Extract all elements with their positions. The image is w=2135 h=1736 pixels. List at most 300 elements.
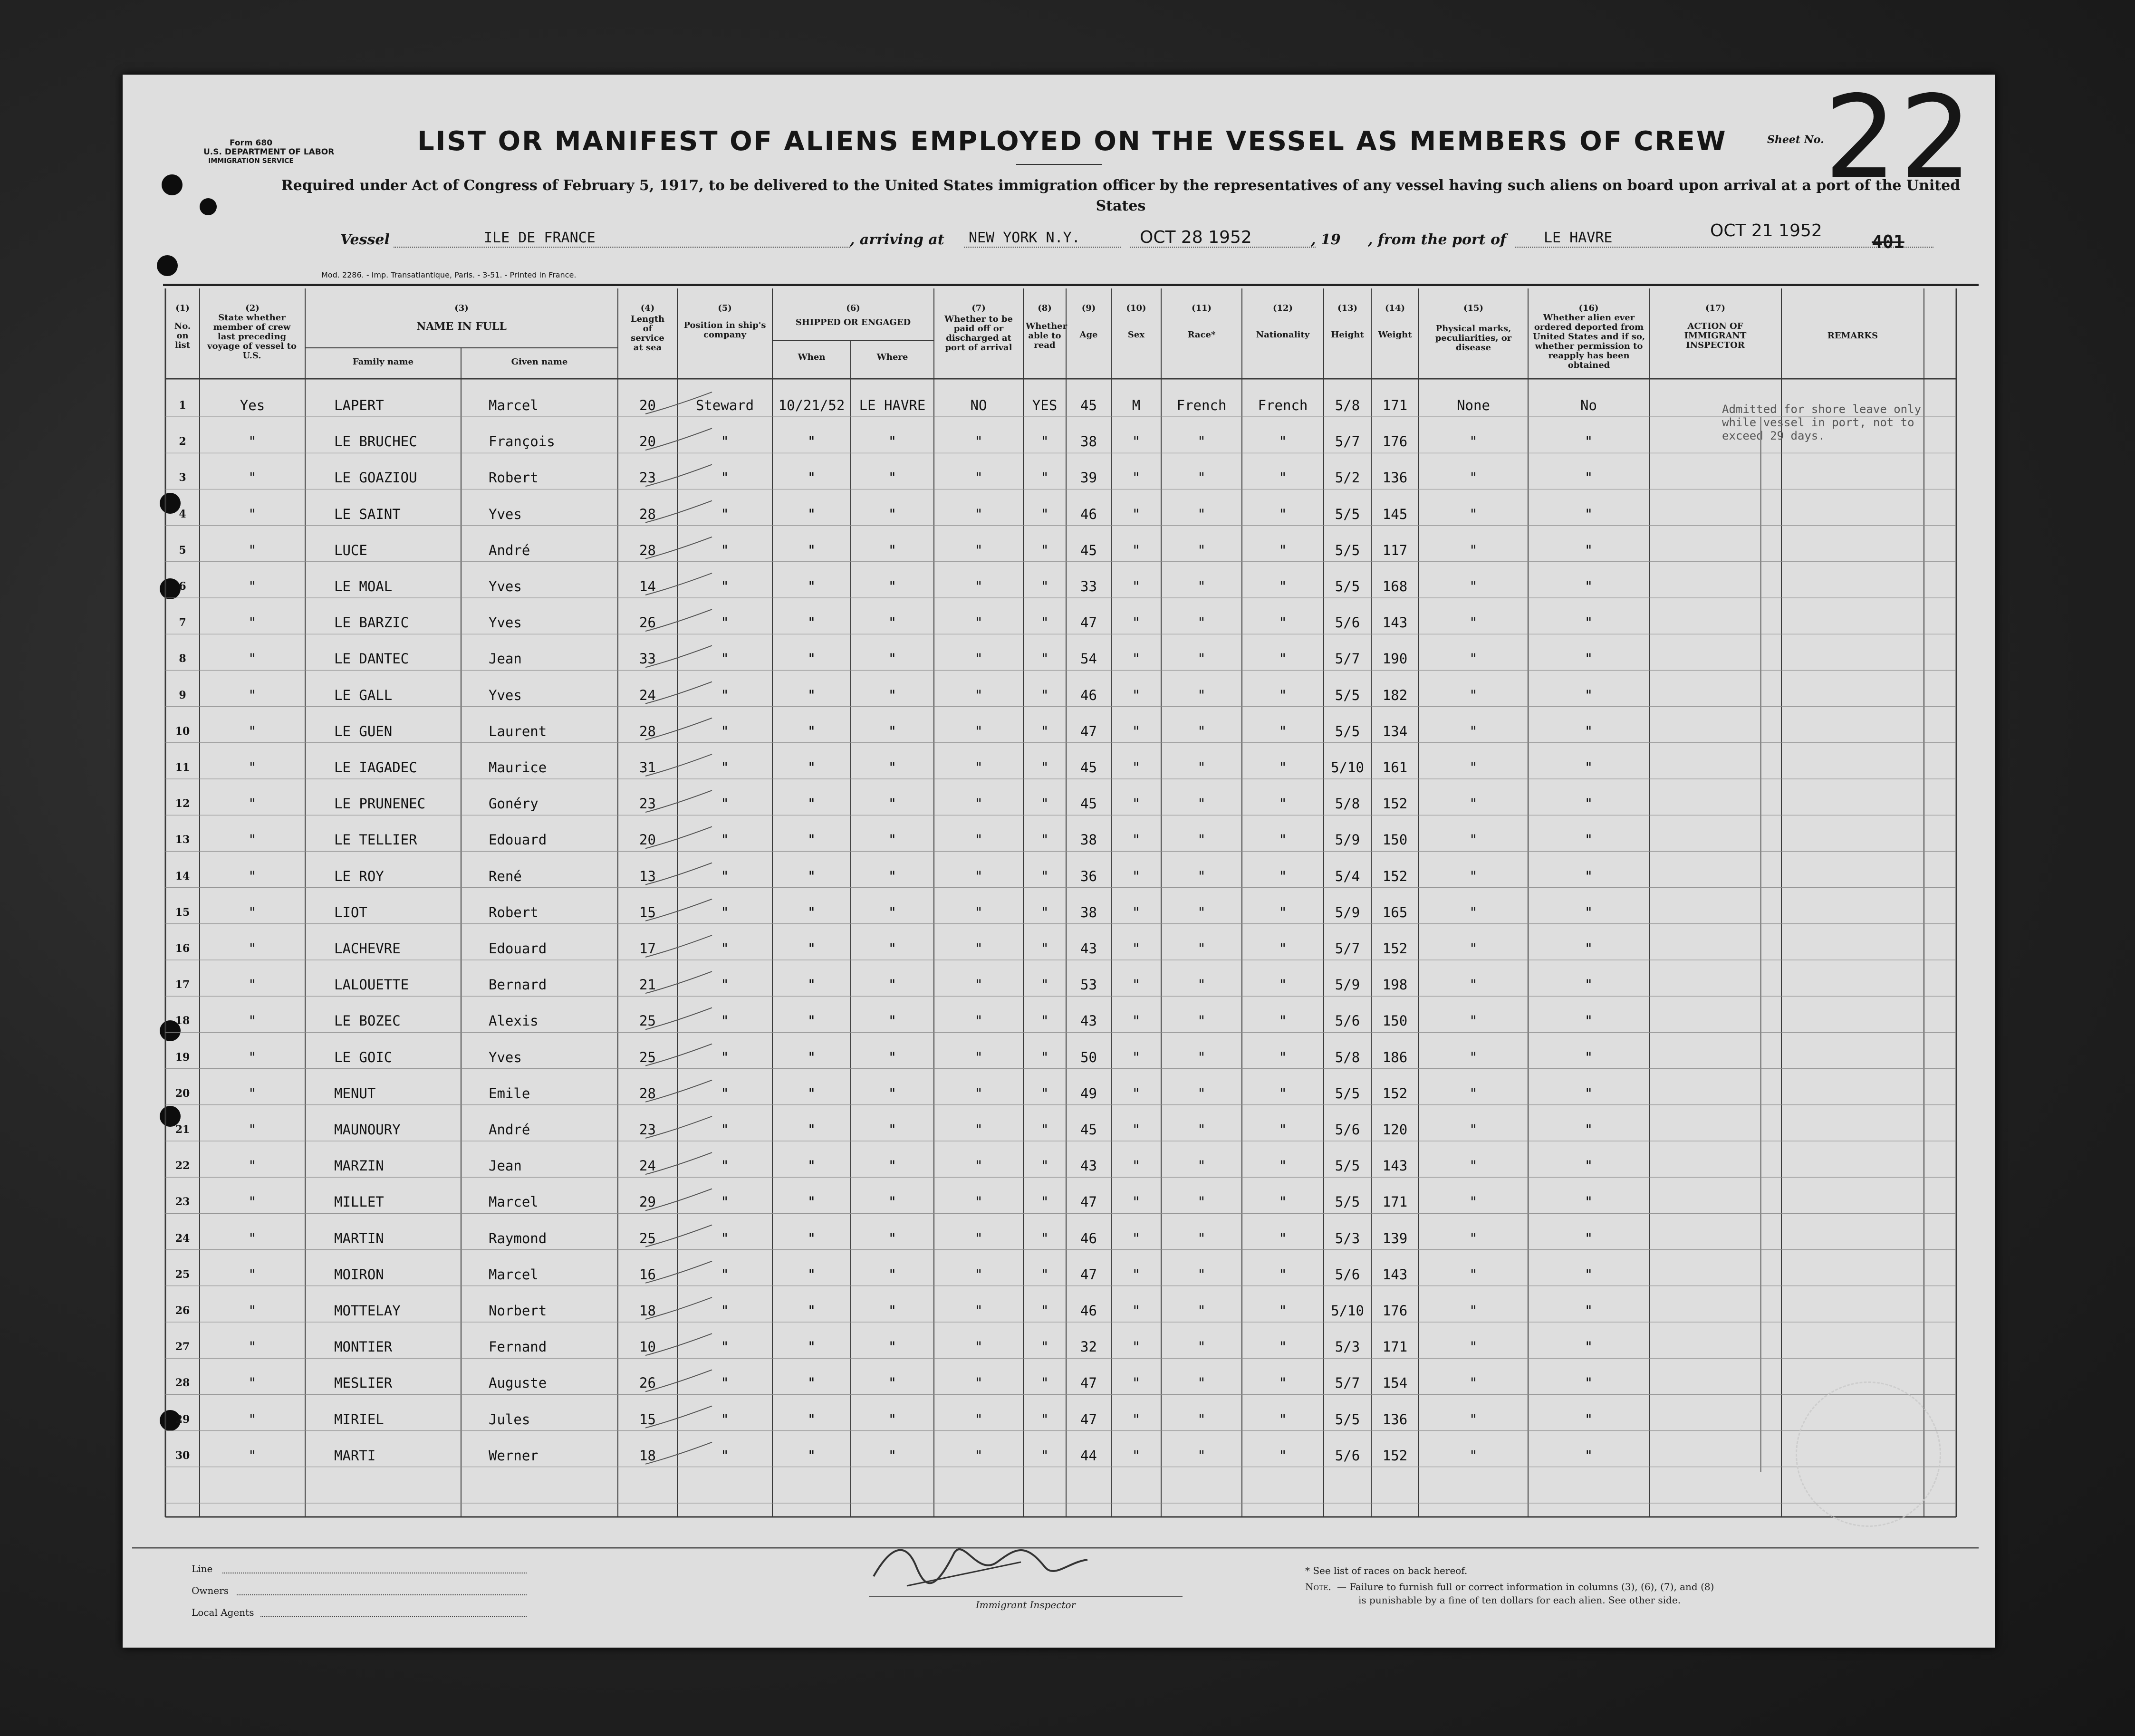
cell-paid: " — [974, 940, 983, 957]
cell-position: " — [721, 542, 729, 558]
cell-race: " — [1197, 614, 1206, 631]
cell-marks: " — [1469, 1085, 1478, 1102]
cell-nat: " — [1279, 1230, 1287, 1247]
cell-sex: " — [1132, 1194, 1141, 1210]
note-text: — Failure to furnish full or correct information in columns (3), (6), (7), and (8) — [1337, 1581, 1714, 1592]
cell-service: 15 — [639, 1411, 656, 1428]
cell-when: " — [807, 433, 816, 450]
cell-service: 20 — [639, 433, 656, 450]
cell-marks: " — [1469, 977, 1478, 993]
cell-position: " — [721, 578, 729, 595]
cell-position: " — [721, 1339, 729, 1355]
cell-race: " — [1197, 868, 1206, 884]
inspector-signature — [864, 1534, 1111, 1600]
cell-given: Marcel — [489, 1194, 539, 1210]
cell-paid: " — [974, 759, 983, 776]
cell-read: " — [1040, 578, 1049, 595]
cell-deported: No — [1580, 397, 1597, 413]
col11-header: Race* — [1187, 330, 1216, 340]
cell-height: 5/7 — [1335, 651, 1360, 667]
cell-paid: " — [974, 977, 983, 993]
cell-when: " — [807, 759, 816, 776]
cell-prev: " — [248, 1447, 257, 1464]
cell-when: " — [807, 1447, 816, 1464]
cell-prev: " — [248, 1194, 257, 1210]
col6-number: (6) — [846, 303, 860, 313]
col15-number: (15) — [1463, 303, 1484, 313]
cell-race: French — [1176, 397, 1227, 413]
cell-when: " — [807, 1013, 816, 1029]
cell-height: 5/6 — [1335, 1122, 1360, 1138]
cell-no: 13 — [175, 834, 190, 846]
cell-race: " — [1197, 1339, 1206, 1355]
cell-paid: " — [974, 1339, 983, 1355]
from-label: , from the port of — [1368, 231, 1507, 248]
cell-family: LE BOZEC — [334, 1013, 401, 1029]
cell-paid: " — [974, 1266, 983, 1283]
cell-where: " — [888, 796, 897, 812]
cell-marks: " — [1469, 832, 1478, 848]
cell-race: " — [1197, 1230, 1206, 1247]
cell-race: " — [1197, 759, 1206, 776]
cell-paid: " — [974, 506, 983, 522]
cell-given: Laurent — [489, 723, 547, 739]
race-note: * See list of races on back hereof. — [1305, 1565, 1468, 1576]
cell-nat: " — [1279, 614, 1287, 631]
cell-weight: 117 — [1382, 542, 1408, 558]
cell-no: 17 — [175, 978, 190, 991]
cell-marks: " — [1469, 506, 1478, 522]
cell-where: " — [888, 578, 897, 595]
cell-service: 26 — [639, 614, 656, 631]
cell-race: " — [1197, 1158, 1206, 1174]
inspector-bracket — [1760, 417, 1767, 1472]
col18-header: REMARKS — [1827, 331, 1878, 341]
cell-position: " — [721, 1158, 729, 1174]
cell-marks: " — [1469, 904, 1478, 921]
cell-where: " — [888, 1013, 897, 1029]
cell-where: " — [888, 1303, 897, 1319]
col14-header: Weight — [1378, 330, 1412, 340]
col13-header: Height — [1331, 330, 1364, 340]
cell-prev: " — [248, 470, 257, 486]
cell-weight: 136 — [1382, 470, 1408, 486]
cell-no: 15 — [175, 906, 190, 919]
cell-no: 20 — [175, 1087, 190, 1100]
cell-when: " — [807, 723, 816, 739]
cell-weight: 152 — [1382, 1447, 1408, 1464]
cell-when: " — [807, 1194, 816, 1210]
cell-position: " — [721, 506, 729, 522]
cell-service: 23 — [639, 470, 656, 486]
cell-weight: 150 — [1382, 1013, 1408, 1029]
cell-deported: " — [1584, 1013, 1593, 1029]
cell-prev: " — [248, 940, 257, 957]
cell-position: " — [721, 1411, 729, 1428]
cell-given: François — [489, 433, 555, 450]
cell-age: 46 — [1080, 687, 1097, 703]
cell-race: " — [1197, 1375, 1206, 1391]
cell-read: " — [1040, 470, 1049, 486]
col16-header: Whether alien ever ordered deported from United States and if so, whether permission to reapply has been obtained — [1532, 313, 1645, 370]
cell-age: 45 — [1080, 397, 1097, 413]
cell-read: " — [1040, 1194, 1049, 1210]
cell-read: YES — [1032, 397, 1058, 413]
cell-paid: " — [974, 470, 983, 486]
cell-family: MOTTELAY — [334, 1303, 401, 1319]
cell-family: MONTIER — [334, 1339, 393, 1355]
cell-given: Norbert — [489, 1303, 547, 1319]
cell-service: 28 — [639, 542, 656, 558]
cell-paid: " — [974, 651, 983, 667]
cell-sex: " — [1132, 1339, 1141, 1355]
cell-height: 5/7 — [1335, 1375, 1360, 1391]
cell-family: LIOT — [334, 904, 367, 921]
col12-number: (12) — [1272, 303, 1293, 313]
cell-height: 5/2 — [1335, 470, 1360, 486]
cell-sex: " — [1132, 578, 1141, 595]
cell-service: 17 — [639, 940, 656, 957]
cell-prev: " — [248, 1049, 257, 1065]
cell-weight: 171 — [1382, 397, 1408, 413]
cell-given: Yves — [489, 687, 522, 703]
cell-position: " — [721, 832, 729, 848]
cell-marks: " — [1469, 614, 1478, 631]
cell-prev: " — [248, 651, 257, 667]
cell-no: 18 — [175, 1015, 190, 1027]
cell-nat: " — [1279, 433, 1287, 450]
cell-prev: " — [248, 542, 257, 558]
page-title: LIST OR MANIFEST OF ALIENS EMPLOYED ON THE VESSEL AS MEMBERS OF CREW — [417, 126, 1727, 157]
cell-paid: " — [974, 1122, 983, 1138]
cell-age: 45 — [1080, 1122, 1097, 1138]
cell-weight: 143 — [1382, 1266, 1408, 1283]
cell-deported: " — [1584, 470, 1593, 486]
cell-race: " — [1197, 796, 1206, 812]
cell-weight: 143 — [1382, 614, 1408, 631]
cell-race: " — [1197, 470, 1206, 486]
cell-nat: " — [1279, 940, 1287, 957]
cell-family: MESLIER — [334, 1375, 393, 1391]
cell-sex: " — [1132, 940, 1141, 957]
cell-marks: " — [1469, 1013, 1478, 1029]
cell-weight: 168 — [1382, 578, 1408, 595]
cell-position: " — [721, 1447, 729, 1464]
cell-family: LALOUETTE — [334, 977, 409, 993]
owners-label: Owners — [192, 1585, 229, 1596]
cell-given: Werner — [489, 1447, 539, 1464]
cell-read: " — [1040, 1085, 1049, 1102]
page-subtitle: Required under Act of Congress of February 5, 1917, to be delivered to the United States immigration officer by the representatives of any vessel having such aliens on board upon arrival at a port of the United States — [281, 177, 1961, 214]
cell-weight: 198 — [1382, 977, 1408, 993]
cell-age: 38 — [1080, 433, 1097, 450]
cell-given: Marcel — [489, 1266, 539, 1283]
cell-marks: " — [1469, 759, 1478, 776]
agents-label: Local Agents — [192, 1607, 254, 1618]
cell-given: Edouard — [489, 832, 547, 848]
cell-given: Robert — [489, 470, 539, 486]
cell-prev: " — [248, 904, 257, 921]
cell-race: " — [1197, 723, 1206, 739]
cell-no: 4 — [179, 508, 186, 520]
cell-deported: " — [1584, 651, 1593, 667]
cell-given: Jules — [489, 1411, 530, 1428]
cell-marks: " — [1469, 542, 1478, 558]
cell-when: " — [807, 614, 816, 631]
cell-prev: " — [248, 1085, 257, 1102]
cell-deported: " — [1584, 1230, 1593, 1247]
cell-deported: " — [1584, 759, 1593, 776]
cell-height: 5/4 — [1335, 868, 1360, 884]
cell-prev: " — [248, 506, 257, 522]
cell-marks: " — [1469, 578, 1478, 595]
cell-marks: " — [1469, 940, 1478, 957]
cell-service: 23 — [639, 1122, 656, 1138]
cell-age: 45 — [1080, 796, 1097, 812]
cell-family: LE ROY — [334, 868, 384, 884]
cell-height: 5/6 — [1335, 614, 1360, 631]
cell-weight: 136 — [1382, 1411, 1408, 1428]
cell-read: " — [1040, 977, 1049, 993]
cell-position: " — [721, 1230, 729, 1247]
cell-age: 47 — [1080, 1375, 1097, 1391]
cell-when: " — [807, 651, 816, 667]
cell-sex: M — [1132, 397, 1141, 413]
cell-family: MARZIN — [334, 1158, 384, 1174]
cell-position: " — [721, 433, 729, 450]
cell-sex: " — [1132, 1303, 1141, 1319]
cell-weight: 134 — [1382, 723, 1408, 739]
cell-sex: " — [1132, 506, 1141, 522]
cell-paid: NO — [970, 397, 987, 413]
cell-paid: " — [974, 614, 983, 631]
cell-where: " — [888, 832, 897, 848]
cell-family: LE GALL — [334, 687, 393, 703]
cell-where: " — [888, 433, 897, 450]
col10-number: (10) — [1126, 303, 1146, 313]
cell-nat: " — [1279, 1049, 1287, 1065]
cell-height: 5/9 — [1335, 904, 1360, 921]
cell-read: " — [1040, 904, 1049, 921]
cell-age: 45 — [1080, 542, 1097, 558]
cell-service: 23 — [639, 796, 656, 812]
cell-age: 46 — [1080, 1230, 1097, 1247]
cell-service: 25 — [639, 1013, 656, 1029]
cell-sex: " — [1132, 1013, 1141, 1029]
cell-weight: 150 — [1382, 832, 1408, 848]
cell-service: 15 — [639, 904, 656, 921]
cell-paid: " — [974, 723, 983, 739]
cell-deported: " — [1584, 542, 1593, 558]
cell-paid: " — [974, 796, 983, 812]
cell-marks: " — [1469, 1266, 1478, 1283]
cell-race: " — [1197, 506, 1206, 522]
cell-given: Marcel — [489, 397, 539, 413]
cell-read: " — [1040, 1411, 1049, 1428]
cell-age: 43 — [1080, 940, 1097, 957]
cell-position: " — [721, 470, 729, 486]
cell-height: 5/3 — [1335, 1339, 1360, 1355]
cell-race: " — [1197, 433, 1206, 450]
cell-position: " — [721, 1194, 729, 1210]
col3b-header: Given name — [511, 357, 568, 367]
cell-weight: 143 — [1382, 1158, 1408, 1174]
cell-no: 6 — [179, 580, 186, 593]
cell-no: 29 — [175, 1413, 190, 1426]
cell-weight: 190 — [1382, 651, 1408, 667]
cell-family: MARTIN — [334, 1230, 384, 1247]
cell-prev: " — [248, 759, 257, 776]
cell-marks: " — [1469, 796, 1478, 812]
cell-race: " — [1197, 1085, 1206, 1102]
cell-deported: " — [1584, 1194, 1593, 1210]
cell-height: 5/10 — [1331, 1303, 1364, 1319]
cell-nat: " — [1279, 868, 1287, 884]
cell-no: 16 — [175, 942, 190, 955]
cell-family: LE BARZIC — [334, 614, 409, 631]
cell-family: LE PRUNENEC — [334, 796, 426, 812]
cell-paid: " — [974, 832, 983, 848]
cell-prev: " — [248, 796, 257, 812]
cell-race: " — [1197, 977, 1206, 993]
cell-nat: " — [1279, 977, 1287, 993]
cell-service: 14 — [639, 578, 656, 595]
col11-number: (11) — [1191, 303, 1212, 313]
cell-when: " — [807, 796, 816, 812]
cell-height: 5/5 — [1335, 578, 1360, 595]
cell-height: 5/6 — [1335, 1266, 1360, 1283]
cell-service: 24 — [639, 687, 656, 703]
cell-deported: " — [1584, 1158, 1593, 1174]
cell-age: 33 — [1080, 578, 1097, 595]
cell-weight: 161 — [1382, 759, 1408, 776]
col17-header: ACTION OF IMMIGRANT INSPECTOR — [1684, 321, 1747, 350]
cell-read: " — [1040, 723, 1049, 739]
cell-deported: " — [1584, 868, 1593, 884]
cell-height: 5/5 — [1335, 1194, 1360, 1210]
cell-sex: " — [1132, 1230, 1141, 1247]
cell-paid: " — [974, 1411, 983, 1428]
cell-prev: " — [248, 1013, 257, 1029]
col8-number: (8) — [1038, 303, 1052, 313]
cell-no: 23 — [175, 1196, 190, 1208]
cell-no: 2 — [179, 435, 186, 448]
cell-paid: " — [974, 904, 983, 921]
cell-weight: 165 — [1382, 904, 1408, 921]
cell-family: MAUNOURY — [334, 1122, 401, 1138]
cell-marks: " — [1469, 1375, 1478, 1391]
cell-race: " — [1197, 1303, 1206, 1319]
cell-paid: " — [974, 1447, 983, 1464]
cell-height: 5/8 — [1335, 397, 1360, 413]
cell-paid: " — [974, 1230, 983, 1247]
cell-read: " — [1040, 1375, 1049, 1391]
cell-weight: 176 — [1382, 1303, 1408, 1319]
cell-read: " — [1040, 1339, 1049, 1355]
cell-family: MOIRON — [334, 1266, 384, 1283]
cell-weight: 120 — [1382, 1122, 1408, 1138]
cell-service: 16 — [639, 1266, 656, 1283]
cell-when: " — [807, 1049, 816, 1065]
cell-nat: " — [1279, 1411, 1287, 1428]
cell-where: " — [888, 470, 897, 486]
cell-no: 21 — [175, 1123, 190, 1136]
cell-no: 12 — [175, 797, 190, 810]
col9-number: (9) — [1081, 303, 1096, 313]
cell-read: " — [1040, 651, 1049, 667]
cell-when: " — [807, 1230, 816, 1247]
cell-given: Emile — [489, 1085, 530, 1102]
cell-nat: " — [1279, 578, 1287, 595]
cell-deported: " — [1584, 1303, 1593, 1319]
from-port: LE HAVRE — [1544, 230, 1613, 246]
cell-weight: 152 — [1382, 868, 1408, 884]
cell-marks: " — [1469, 433, 1478, 450]
cell-no: 8 — [179, 652, 186, 665]
cell-marks: " — [1469, 1049, 1478, 1065]
cell-height: 5/5 — [1335, 1411, 1360, 1428]
cell-age: 47 — [1080, 1266, 1097, 1283]
cell-position: " — [721, 977, 729, 993]
cell-read: " — [1040, 1230, 1049, 1247]
col8-header: Whether able to read — [1026, 321, 1068, 350]
cell-where: " — [888, 542, 897, 558]
cell-read: " — [1040, 1049, 1049, 1065]
printer-note: Mod. 2286. - Imp. Transatlantique, Paris. - 3-51. - Printed in France. — [321, 270, 577, 279]
cell-where: " — [888, 687, 897, 703]
cell-weight: 176 — [1382, 433, 1408, 450]
cell-height: 5/8 — [1335, 796, 1360, 812]
cell-given: Alexis — [489, 1013, 539, 1029]
cell-sex: " — [1132, 542, 1141, 558]
cell-deported: " — [1584, 904, 1593, 921]
cell-prev: " — [248, 1230, 257, 1247]
cell-read: " — [1040, 868, 1049, 884]
cell-when: " — [807, 542, 816, 558]
col6b-header: Where — [876, 352, 908, 362]
cell-sex: " — [1132, 723, 1141, 739]
cell-nat: " — [1279, 832, 1287, 848]
cell-sex: " — [1132, 614, 1141, 631]
cell-nat: " — [1279, 1122, 1287, 1138]
cell-height: 5/9 — [1335, 832, 1360, 848]
cell-given: Edouard — [489, 940, 547, 957]
cell-read: " — [1040, 687, 1049, 703]
cell-given: Maurice — [489, 759, 547, 776]
cell-position: " — [721, 904, 729, 921]
cell-age: 43 — [1080, 1158, 1097, 1174]
cell-sex: " — [1132, 1049, 1141, 1065]
cell-sex: " — [1132, 1158, 1141, 1174]
cell-family: LUCE — [334, 542, 367, 558]
cell-no: 24 — [175, 1232, 190, 1245]
cell-paid: " — [974, 1303, 983, 1319]
cell-weight: 152 — [1382, 796, 1408, 812]
cell-paid: " — [974, 433, 983, 450]
vessel-name: ILE DE FRANCE — [484, 230, 596, 246]
cell-service: 13 — [639, 868, 656, 884]
cell-when: " — [807, 1085, 816, 1102]
cell-when: " — [807, 904, 816, 921]
cell-sex: " — [1132, 832, 1141, 848]
col1-header: No. on list — [174, 321, 191, 350]
col6a-header: When — [798, 352, 826, 362]
cell-height: 5/5 — [1335, 542, 1360, 558]
cell-position: " — [721, 614, 729, 631]
cell-position: " — [721, 796, 729, 812]
cell-height: 5/5 — [1335, 687, 1360, 703]
cell-service: 28 — [639, 723, 656, 739]
